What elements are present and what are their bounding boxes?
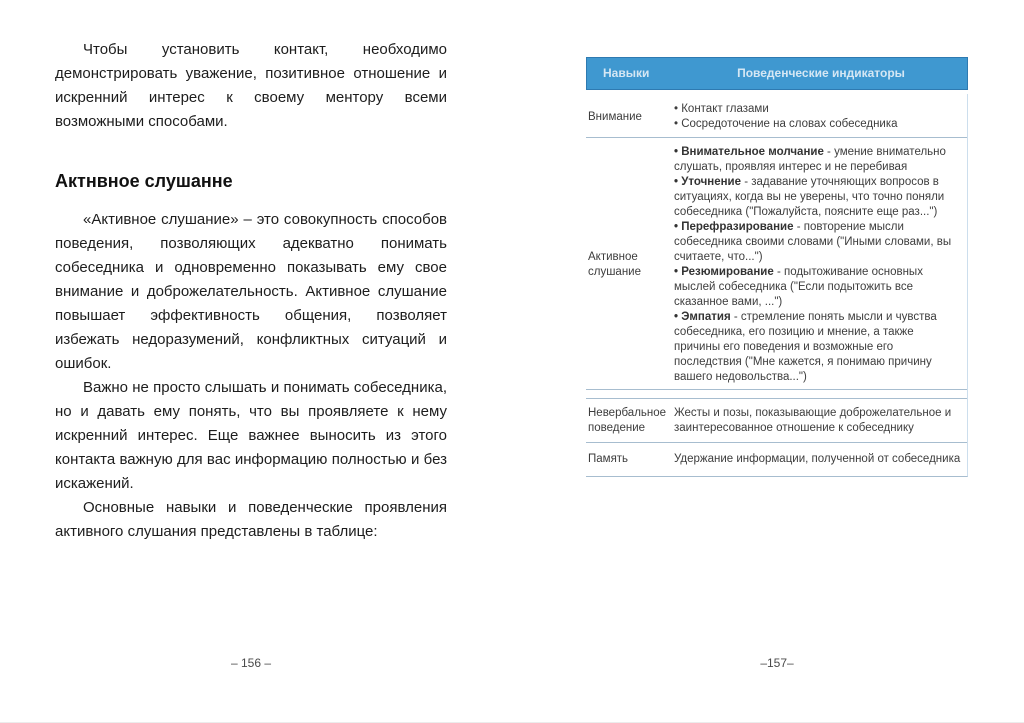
indicator-item: • Резюмирование - подытоживание основных мыслей собеседника ("Если подытожить все сказанное вами, ...") xyxy=(674,266,923,308)
page-number-right: –157– xyxy=(760,656,794,670)
indicator-item: • Уточнение - задавание уточняющих вопросов в ситуациях, когда вы не уверены, что точно поняли собеседника ("Пожалуйста, поясните еще раз...") xyxy=(674,176,945,218)
indicator-item: • Перефразирование - повторение мысли собеседника своими словами ("Иными словами, вы считаете, что...") xyxy=(674,221,952,263)
table-row xyxy=(586,137,967,389)
indicator-item: Жесты и позы, показывающие доброжелательное и заинтересованное отношение к собеседнику xyxy=(674,407,952,434)
page-number-left: – 156 – xyxy=(230,656,272,670)
paragraph-intro: Чтобы установить контакт, необходимо демонстрировать уважение, позитивное отношение и искренний интерес к своему ментору всеми возможными способами. xyxy=(55,41,447,130)
indicators-cell xyxy=(674,102,967,132)
column-header-indicators: Поведенческие индикаторы xyxy=(737,66,905,80)
indicator-item: • Сосредоточение на словах собеседника xyxy=(674,118,898,130)
indicator-item: • Эмпатия - стремление понять мысли и чувства собеседника, его позицию и мнение, а также причины его поведения и возможные его последствия ("Мне кажется, я понимаю причину вашего недовольства...") xyxy=(674,311,937,383)
indicator-item: • Контакт глазами xyxy=(674,103,769,115)
paragraph-table-lead: Основные навыки и поведенческие проявления активного слушания представлены в таблице: xyxy=(55,499,447,540)
table-body xyxy=(586,94,968,477)
left-page xyxy=(55,38,447,544)
skill-cell: Память xyxy=(588,453,629,465)
paragraph-definition: «Активное слушание» – это совокупность способов поведения, позволяющих адекватно понимать собеседника и одновременно показывать ему свое внимание и доброжелательность. Активное слушание повышает эффективность общения, позволяет избежать недоразумений, конфликтных ситуаций и ошибок. xyxy=(55,211,447,372)
indicator-item: Удержание информации, полученной от собеседника xyxy=(674,453,961,465)
skill-cell: Невербальное поведение xyxy=(588,407,667,434)
indicators-cell xyxy=(674,406,967,436)
skills-table xyxy=(586,57,968,477)
table-header xyxy=(586,57,968,90)
column-header-skills: Навыки xyxy=(603,66,650,80)
section-heading: Актнвное слушанне xyxy=(55,171,233,191)
indicators-cell xyxy=(674,452,967,467)
paragraph-importance: Важно не просто слышать и понимать собеседника, но и давать ему понять, что вы проявляете к нему искренний интерес. Еще важнее выносить из этого контакта важную для вас информацию полностью и без искажений. xyxy=(55,379,447,492)
table-row xyxy=(586,94,967,137)
table-row xyxy=(586,398,967,442)
table-row xyxy=(586,442,967,476)
indicators-cell xyxy=(674,145,967,385)
indicator-item: • Внимательное молчание - умение внимательно слушать, проявляя интерес и не перебивая xyxy=(674,146,946,173)
skill-cell: Внимание xyxy=(588,110,642,123)
skill-cell: Активное слушание xyxy=(588,251,642,278)
